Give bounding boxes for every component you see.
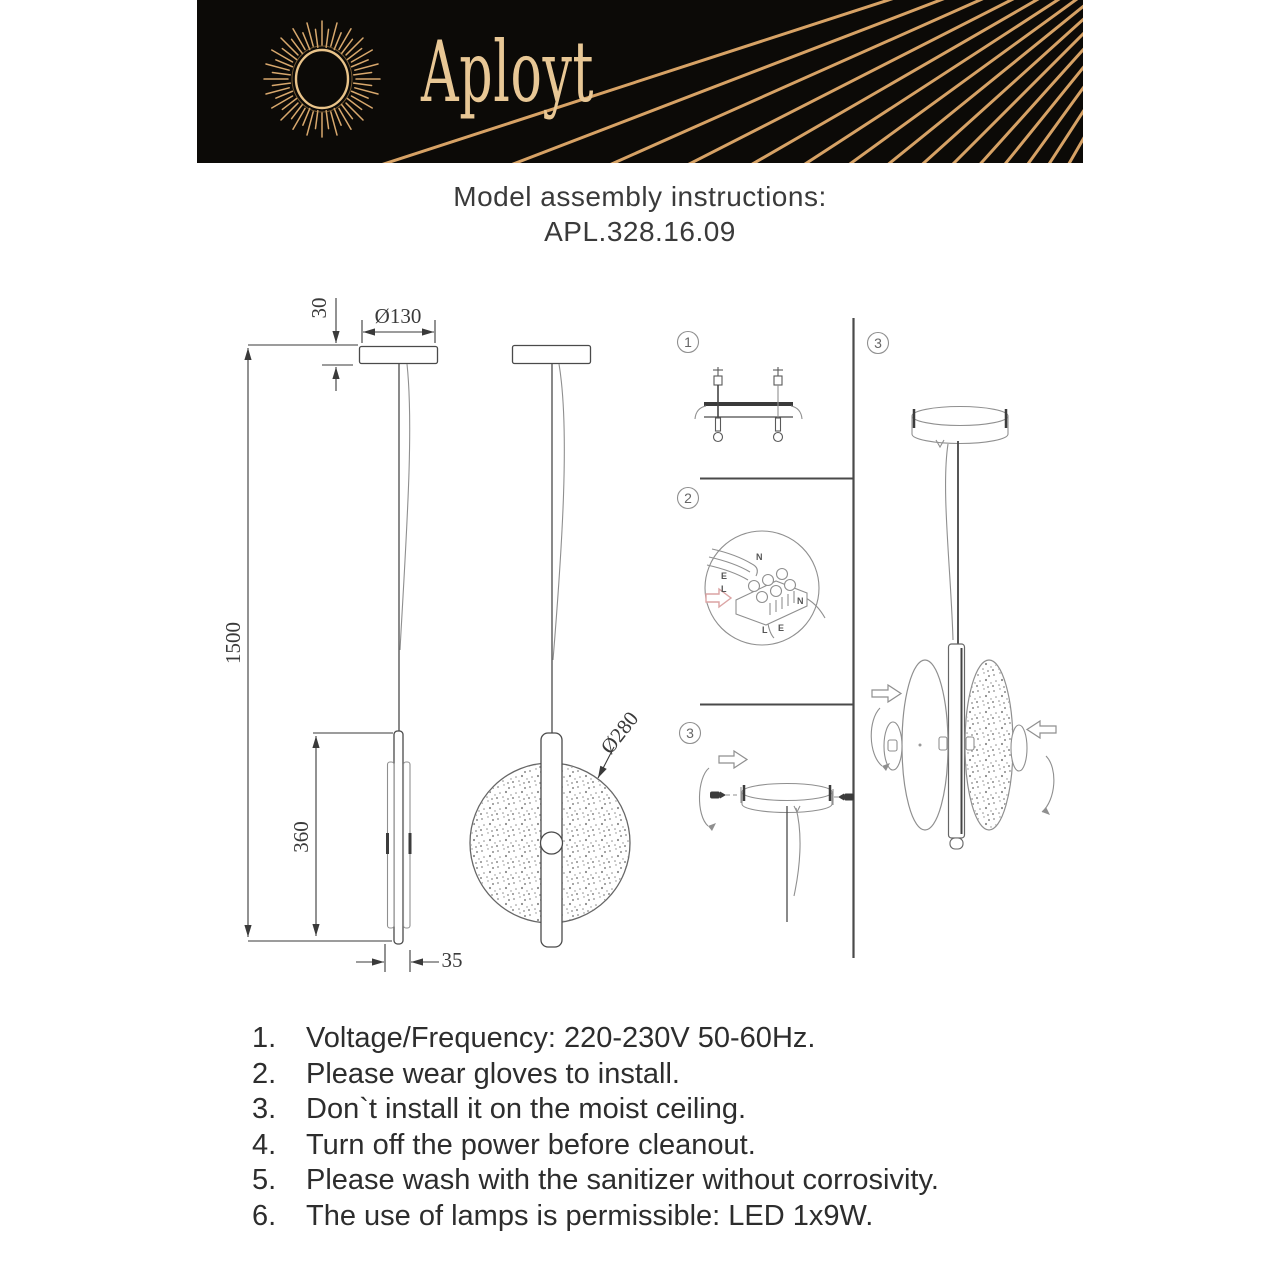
rotate-arrow-right-icon	[1042, 756, 1054, 815]
canopy-side	[360, 347, 438, 364]
step-3-number: 3	[686, 725, 694, 741]
screw-left-icon	[710, 792, 726, 799]
instruction-list	[252, 1021, 1112, 1235]
instruction-text: The use of lamps is permissible: LED 1x9W.	[306, 1199, 874, 1232]
dim-label-35: 35	[441, 948, 463, 972]
instruction-number: 5.	[252, 1164, 277, 1197]
wire-front	[553, 364, 564, 660]
wire-label-n-right: N	[797, 596, 804, 606]
fixing-ring-right	[1011, 725, 1027, 771]
fixing-ring-left	[884, 722, 902, 770]
lamp-side	[386, 731, 412, 944]
direction-arrow-icon	[719, 751, 747, 768]
dim-280	[596, 707, 644, 778]
step-1-panel	[678, 332, 803, 442]
instruction-item	[252, 1092, 1112, 1128]
instruction-text: Voltage/Frequency: 220-230V 50-60Hz.	[306, 1022, 816, 1054]
instruction-item	[252, 1021, 1112, 1057]
dim-360	[289, 733, 393, 936]
instruction-item	[252, 1057, 1112, 1093]
instruction-text: Please wear gloves to install.	[306, 1057, 680, 1090]
instruction-item	[252, 1199, 1112, 1235]
instruction-number: 3.	[252, 1093, 277, 1126]
instruction-number: 6.	[252, 1199, 277, 1232]
assembled-pendant	[871, 407, 1056, 850]
mounting-bracket	[695, 367, 802, 442]
page-title: Model assembly instructions:	[453, 181, 827, 212]
instruction-text: Please wash with the sanitizer without corrosivity.	[306, 1164, 939, 1197]
steps-panel	[678, 318, 855, 958]
wire-label-n-top: N	[756, 552, 763, 562]
instruction-number: 2.	[252, 1057, 277, 1090]
instruction-number: 1.	[252, 1022, 277, 1054]
side-view-drawing	[221, 298, 463, 973]
dim-label-130: Ø130	[374, 304, 422, 328]
rotate-arrow-icon	[699, 768, 716, 831]
wire-label-l-left: L	[721, 584, 727, 594]
step-3b-number: 3	[874, 335, 882, 351]
step-2-panel	[678, 488, 826, 646]
instruction-item	[252, 1128, 1112, 1164]
canopy-mounting	[699, 751, 854, 922]
instruction-item	[252, 1163, 1112, 1199]
dim-label-1500: 1500	[221, 622, 245, 664]
dim-30	[307, 298, 353, 392]
dim-label-280: Ø280	[595, 706, 644, 759]
dim-label-360: 360	[289, 821, 313, 853]
brand-logo-text: Aployt	[421, 23, 595, 121]
wire-label-e-bottom: E	[778, 623, 785, 633]
dim-130	[362, 304, 435, 343]
model-number: APL.328.16.09	[544, 216, 736, 247]
instruction-text: Turn off the power before cleanout.	[306, 1128, 756, 1161]
step-2-number: 2	[684, 490, 692, 506]
instruction-number: 4.	[252, 1128, 277, 1161]
canopy-front	[513, 346, 591, 364]
insert-arrow-right-icon	[1027, 721, 1056, 738]
instruction-text: Don`t install it on the moist ceiling.	[306, 1093, 747, 1126]
dim-35	[356, 944, 463, 972]
wire-label-l-bottom: L	[762, 625, 768, 635]
dim-label-30: 30	[307, 297, 331, 319]
wire-side	[400, 364, 410, 650]
step-1-number: 1	[684, 334, 692, 350]
step-3-panel	[680, 723, 855, 923]
screw-right-icon	[838, 794, 854, 801]
insert-arrow-left-icon	[872, 685, 901, 702]
wiring-detail	[705, 531, 825, 645]
assembly-overview	[868, 333, 1057, 850]
front-view-drawing	[470, 346, 643, 948]
wire-label-e-left: E	[721, 571, 728, 581]
shade-front	[470, 733, 630, 947]
